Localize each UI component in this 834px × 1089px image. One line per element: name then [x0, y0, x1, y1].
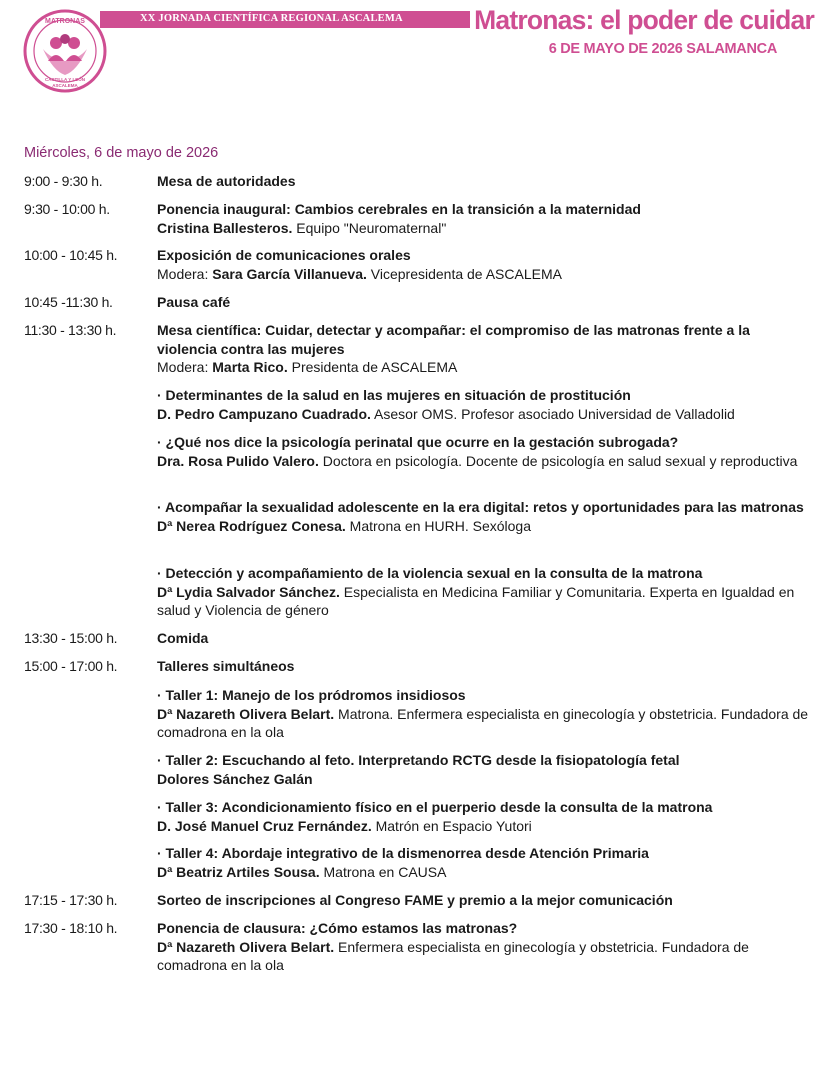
schedule-time: 11:30 - 13:30 h. — [24, 322, 117, 338]
schedule-title: · Determinantes de la salud en las mujeres en situación de prostitución — [157, 387, 631, 403]
schedule-time: 17:15 - 17:30 h. — [24, 892, 118, 908]
speaker-name: D. Pedro Campuzano Cuadrado. — [157, 405, 371, 422]
schedule-title: · ¿Qué nos dice la psicología perinatal que ocurre en la gestación subrogada? — [157, 434, 679, 450]
schedule-time: 17:30 - 18:10 h. — [24, 920, 118, 936]
schedule-desc — [157, 200, 809, 237]
schedule-speaker-line — [157, 358, 809, 377]
schedule-title: Pausa café — [157, 294, 231, 310]
speaker-detail: Matrona en CAUSA — [319, 863, 447, 880]
schedule-speaker-line — [157, 938, 809, 975]
schedule-title: Mesa de autoridades — [157, 173, 296, 189]
speaker-detail: Presidenta de ASCALEMA — [287, 359, 458, 375]
schedule-title: · Detección y acompañamiento de la violencia sexual en la consulta de la matrona — [157, 565, 703, 581]
schedule-desc — [157, 919, 809, 975]
speaker-detail: Equipo "Neuromaternal" — [292, 219, 447, 236]
event-banner-text: XX JORNADA CIENTÍFICA REGIONAL ASCALEMA — [140, 13, 403, 24]
schedule-time: 9:30 - 10:00 h. — [24, 201, 110, 217]
schedule-time: 10:45 -11:30 h. — [24, 294, 113, 310]
schedule-speaker-line — [157, 817, 809, 836]
schedule-desc — [157, 751, 809, 788]
schedule-desc — [157, 891, 809, 910]
speaker-detail: Matrón en Espacio Yutori — [371, 817, 532, 834]
schedule-title: · Taller 1: Manejo de los pródromos insidiosos — [157, 687, 466, 703]
schedule-time: 10:00 - 10:45 h. — [24, 247, 118, 263]
moderator-prefix: Modera: — [157, 359, 213, 375]
ascalema-logo — [23, 9, 107, 93]
schedule-title: Mesa científica: Cuidar, detectar y acompañar: el compromiso de las matronas frente a la violencia contra las mujeres — [157, 322, 750, 357]
schedule-title: Talleres simultáneos — [157, 658, 295, 674]
schedule-title: Ponencia inaugural: Cambios cerebrales en la transición a la maternidad — [157, 201, 641, 217]
schedule-speaker-line — [157, 405, 809, 424]
speaker-name: Dª Nazareth Olivera Belart. — [157, 705, 335, 722]
schedule-speaker-line — [157, 219, 809, 238]
schedule-desc — [157, 564, 809, 620]
speaker-name: Cristina Ballesteros. — [157, 219, 293, 236]
schedule-desc — [157, 844, 809, 881]
schedule-time: 15:00 - 17:00 h. — [24, 658, 118, 674]
schedule-speaker-line — [157, 705, 809, 742]
page-subtitle: 6 DE MAYO DE 2026 SALAMANCA — [548, 41, 777, 57]
schedule-desc — [157, 172, 809, 191]
logo-graphic — [23, 9, 107, 93]
schedule-desc — [157, 433, 809, 470]
schedule-desc — [157, 386, 809, 423]
schedule-title: · Taller 2: Escuchando al feto. Interpretando RCTG desde la fisiopatología fetal — [157, 752, 680, 768]
speaker-detail: Enfermera especialista en ginecología y obstetricia. Fundadora de comadrona en la ola — [157, 938, 749, 973]
speaker-name: Dra. Rosa Pulido Valero. — [157, 452, 319, 469]
schedule-desc — [157, 798, 809, 835]
speaker-name: Sara García Villanueva. — [212, 265, 367, 282]
schedule-title: Ponencia de clausura: ¿Cómo estamos las matronas? — [157, 920, 518, 936]
page-title: Matronas: el poder de cuidar — [474, 5, 814, 35]
schedule-title: · Taller 3: Acondicionamiento físico en el puerperio desde la consulta de la matrona — [157, 799, 713, 815]
speaker-detail: Vicepresidenta de ASCALEMA — [366, 265, 562, 282]
speaker-detail: Especialista en Medicina Familiar y Comunitaria. Experta en Igualdad en salud y Violencia de género — [157, 583, 795, 618]
schedule-title: · Taller 4: Abordaje integrativo de la dismenorrea desde Atención Primaria — [157, 845, 649, 861]
logo-text-bottom: CASTILLA Y LEÓN — [45, 77, 85, 82]
speaker-name: Dª Nerea Rodríguez Conesa. — [157, 517, 346, 534]
speaker-detail: Matrona en HURH. Sexóloga — [345, 517, 531, 534]
date-heading: Miércoles, 6 de mayo de 2026 — [24, 145, 219, 161]
speaker-name: Dª Nazareth Olivera Belart. — [157, 938, 335, 955]
schedule-desc — [157, 686, 809, 742]
schedule-desc — [157, 246, 809, 283]
schedule-speaker-line — [157, 863, 809, 882]
schedule-title: · Acompañar la sexualidad adolescente en la era digital: retos y oportunidades para las matronas — [157, 499, 804, 515]
speaker-name: Dª Lydia Salvador Sánchez. — [157, 583, 340, 600]
speaker-name: Marta Rico. — [212, 359, 288, 375]
schedule-time: 9:00 - 9:30 h. — [24, 173, 103, 189]
speaker-detail: Doctora en psicología. Docente de psicología en salud sexual y reproductiva — [318, 452, 798, 469]
logo-text-top: MATRONAS — [45, 18, 85, 25]
schedule-title: Comida — [157, 630, 209, 646]
speaker-detail: Matrona. Enfermera especialista en ginecología y obstetricia. Fundadora de comadrona en la ola — [157, 705, 809, 740]
speaker-name: Dolores Sánchez Galán — [157, 770, 313, 787]
schedule-time: 13:30 - 15:00 h. — [24, 630, 118, 646]
schedule-title: Sorteo de inscripciones al Congreso FAME y premio a la mejor comunicación — [157, 892, 673, 908]
schedule-speaker-line — [157, 265, 809, 284]
speaker-name: D. José Manuel Cruz Fernández. — [157, 817, 372, 834]
schedule-desc — [157, 293, 809, 312]
schedule-speaker-line — [157, 452, 809, 471]
speaker-name: Dª Beatriz Artiles Sousa. — [157, 863, 320, 880]
speaker-detail: Asesor OMS. Profesor asociado Universidad de Valladolid — [370, 405, 735, 422]
logo-text-bottom2: ASCALEMA — [52, 83, 78, 88]
schedule-desc — [157, 321, 809, 377]
schedule-desc — [157, 657, 809, 676]
schedule-title: Exposición de comunicaciones orales — [157, 247, 411, 263]
schedule-speaker-line — [157, 583, 809, 620]
schedule-desc — [157, 629, 809, 648]
moderator-prefix: Modera: — [157, 265, 213, 282]
event-banner — [100, 11, 470, 28]
schedule-desc — [157, 498, 809, 535]
schedule-speaker-line — [157, 517, 809, 536]
